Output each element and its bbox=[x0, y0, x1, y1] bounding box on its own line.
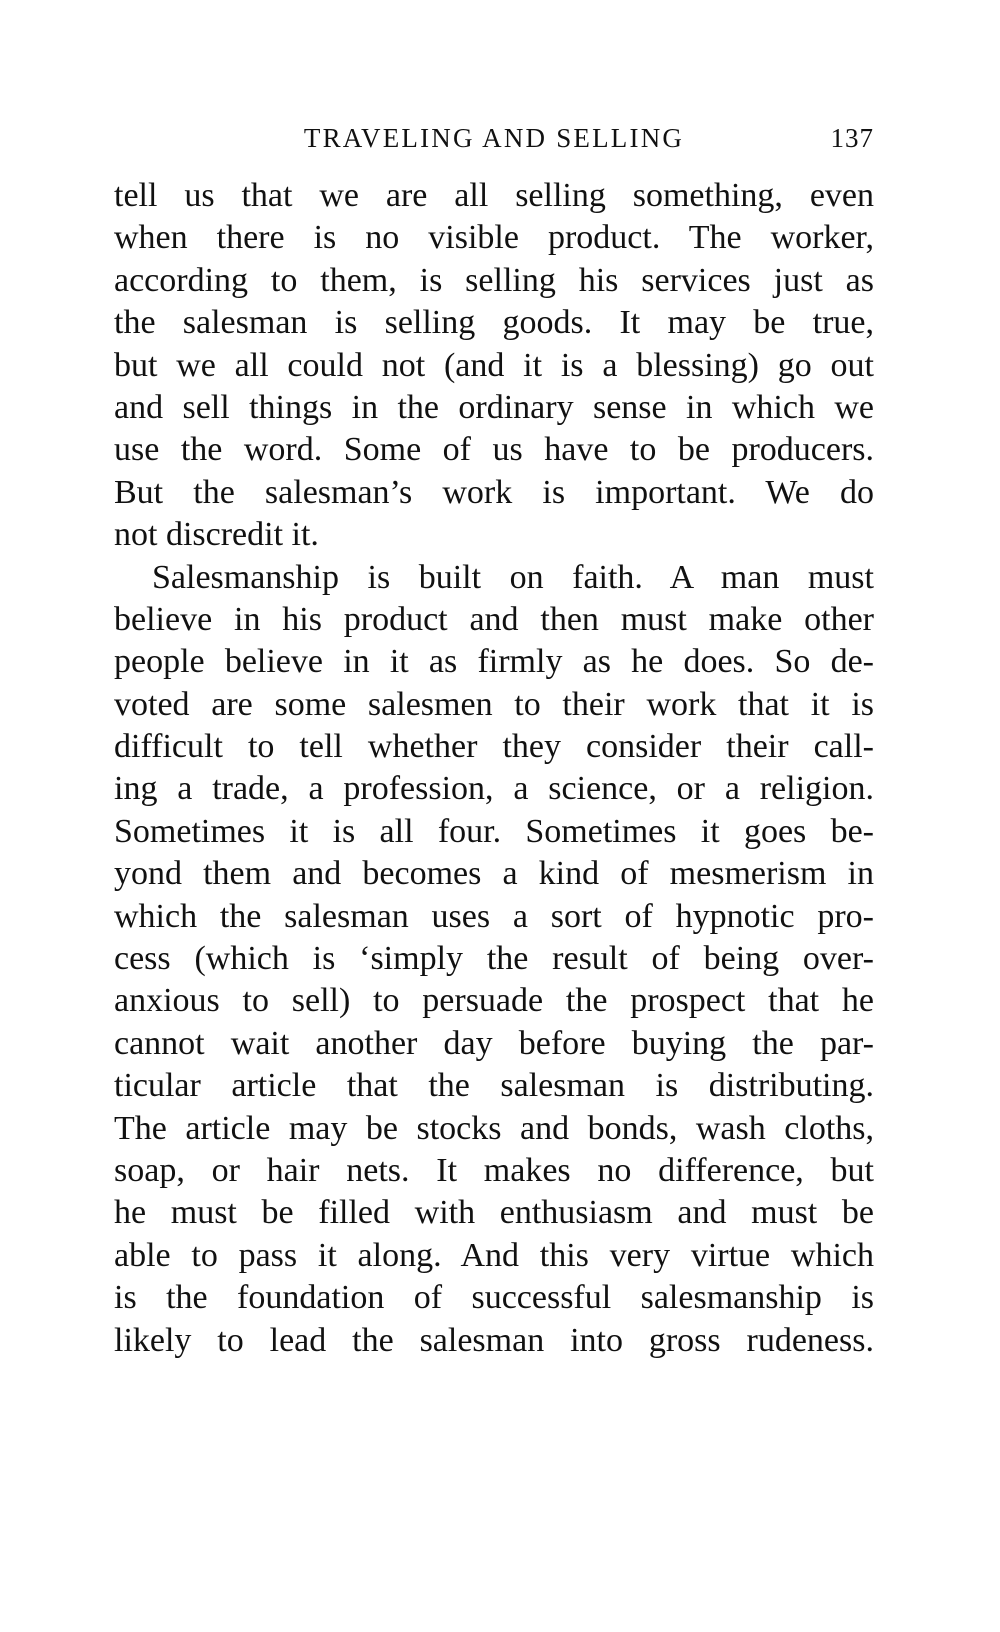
text-line: Sometimes it is all four. Sometimes it goes be- bbox=[114, 812, 874, 850]
text-line: is the foundation of successful salesmanship is bbox=[114, 1279, 874, 1317]
text-line: yond them and becomes a kind of mesmerism in bbox=[114, 855, 874, 893]
text-line: ticular article that the salesman is distributing. bbox=[114, 1067, 874, 1105]
running-head bbox=[114, 120, 874, 160]
paragraph-2 bbox=[114, 557, 874, 1362]
text-line: likely to lead the salesman into gross rudeness. bbox=[114, 1321, 874, 1359]
text-line: tell us that we are all selling something, even bbox=[114, 177, 874, 214]
text-line: which the salesman uses a sort of hypnotic pro- bbox=[114, 897, 874, 935]
body-text bbox=[114, 175, 874, 1362]
running-title: TRAVELING AND SELLING bbox=[303, 123, 685, 153]
text-line: he must be filled with enthusiasm and must be bbox=[114, 1194, 874, 1232]
text-line: people believe in it as firmly as he does. So de- bbox=[114, 643, 874, 681]
text-line: believe in his product and then must make other bbox=[114, 600, 874, 638]
text-line: anxious to sell) to persuade the prospect that he bbox=[114, 982, 874, 1020]
text-line: when there is no visible product. The worker, bbox=[114, 219, 874, 257]
text-line: cess (which is ‘simply the result of being over- bbox=[114, 940, 874, 978]
text-line: and sell things in the ordinary sense in which we bbox=[114, 388, 874, 426]
page-number: 137 bbox=[830, 123, 874, 153]
text-line: use the word. Some of us have to be producers. bbox=[114, 431, 874, 469]
text-line: Salesmanship is built on faith. A man must bbox=[152, 558, 874, 596]
text-line: according to them, is selling his services just as bbox=[114, 261, 874, 299]
text-line: ing a trade, a profession, a science, or a religion. bbox=[114, 770, 874, 808]
text-line: able to pass it along. And this very virtue which bbox=[114, 1236, 874, 1274]
text-line: But the salesman’s work is important. We do bbox=[114, 473, 874, 511]
text-line: difficult to tell whether they consider their call- bbox=[114, 728, 874, 766]
text-line: voted are some salesmen to their work that it is bbox=[114, 685, 874, 723]
text-line: but we all could not (and it is a blessing) go out bbox=[114, 346, 874, 384]
text-line: the salesman is selling goods. It may be true, bbox=[114, 304, 874, 342]
text-line: not discredit it. bbox=[114, 516, 319, 554]
paragraph-1 bbox=[114, 175, 874, 557]
text-line: soap, or hair nets. It makes no difference, but bbox=[114, 1151, 874, 1189]
text-line: cannot wait another day before buying the par- bbox=[114, 1024, 874, 1062]
text-line: The article may be stocks and bonds, wash cloths, bbox=[114, 1109, 874, 1147]
